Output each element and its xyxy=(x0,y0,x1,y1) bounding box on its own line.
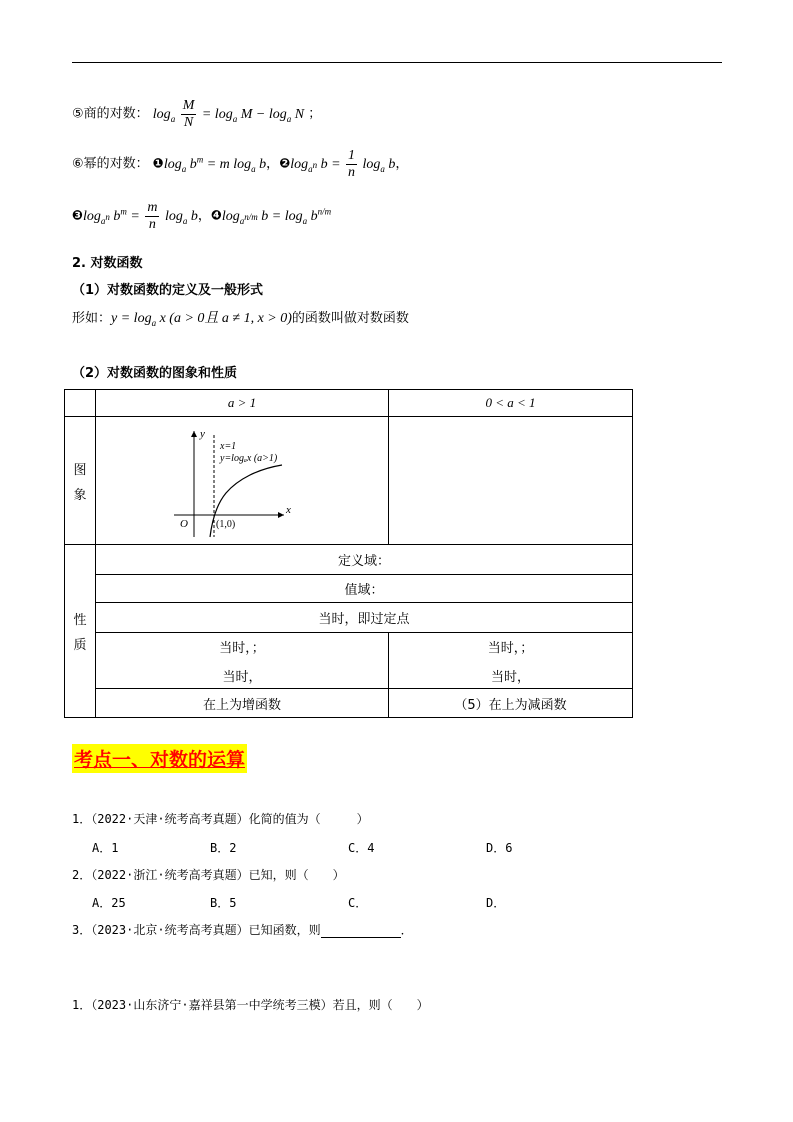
subsection-definition: （1）对数函数的定义及一般形式 xyxy=(72,283,264,298)
question-2: 2．（2022·浙江·统考高考真题）已知，则（ ） xyxy=(72,868,345,882)
definition-line xyxy=(72,307,409,328)
left-monotonic-cell: 在上为增函数 xyxy=(96,689,389,718)
item4-marker: ❹ xyxy=(210,208,222,224)
q1-option-c: C．4 xyxy=(348,841,375,855)
question-3-text: 3．（2023·北京·统考高考真题）已知函数，则 xyxy=(72,923,321,937)
q2-option-d: D． xyxy=(486,896,506,910)
fixed-point-cell: 当时，即过定点 xyxy=(96,603,633,633)
power-formula-3: $\log_{a^n} b^m$ = $\frac{m}{n}$ $\log_a b$ xyxy=(83,200,198,232)
right-cond-1: 当时，； xyxy=(487,640,534,656)
semicolon: ； xyxy=(308,106,322,122)
power-formula-1: $\log_a b^m = m$ $\log_a b$ xyxy=(163,154,267,174)
power-rule-line xyxy=(72,148,408,181)
corner-cell xyxy=(65,390,96,417)
left-cond-2: 当时， xyxy=(222,669,262,685)
section-title: 2. 对数函数 xyxy=(72,256,143,271)
origin-label: O xyxy=(180,518,188,530)
left-conditions-cell xyxy=(96,633,389,689)
definition-prefix: 形如： xyxy=(72,311,112,326)
range-cell: 值域： xyxy=(96,575,633,603)
q2-option-c: C． xyxy=(348,896,368,910)
point-label: (1,0) xyxy=(216,519,236,530)
right-monotonic-cell: （5）在上为减函数 xyxy=(389,689,633,718)
item1-marker: ❶ xyxy=(152,156,164,172)
q2-option-b: B．5 xyxy=(210,896,237,910)
graph-cell-a-between-0-1 xyxy=(389,417,633,545)
quotient-rule-line xyxy=(72,98,321,131)
question-3 xyxy=(72,921,413,938)
item3-marker: ❸ xyxy=(72,208,84,224)
exam-point-heading: 考点一、对数的运算 xyxy=(72,744,247,773)
header-a-between-0-1: 0 < a < 1 xyxy=(389,390,633,417)
x-axis-arrow xyxy=(278,512,284,518)
row-graph-label xyxy=(65,417,96,545)
practice-question-1: 1．（2023·山东济宁·嘉祥县第一中学统考三模）若且，则（ ） xyxy=(72,998,429,1012)
quotient-rule-label: ⑤商的对数： xyxy=(72,106,149,122)
quotient-rule-formula: $\log_a$ $\frac{M}{N}$ = $\log_a M - \log_a N$ xyxy=(152,98,305,130)
row-props-label xyxy=(65,545,96,718)
item2-marker: ❷ xyxy=(279,156,291,172)
curve-label: y=logₐx (a>1) xyxy=(220,453,278,464)
power-rule-line-2 xyxy=(72,200,331,233)
definition-formula: $y = \log_a x$ (a > 0且 a ≠ 1, x > 0) xyxy=(111,311,292,328)
row-graph-char-1: 图 xyxy=(73,462,87,478)
definition-suffix: 的函数叫做对数函数 xyxy=(291,311,409,326)
y-label: y xyxy=(200,428,205,440)
header-rule xyxy=(72,62,722,63)
x-label: x xyxy=(286,504,291,516)
domain-cell: 定义域： xyxy=(96,545,633,575)
answer-blank[interactable] xyxy=(321,925,401,938)
question-3-suffix: ． xyxy=(400,923,413,937)
log-graph xyxy=(166,421,306,539)
power-formula-2: $\log_{a^n} b$ = $\frac{1}{n}$ $\log_a b$ xyxy=(290,148,396,180)
q1-option-d: D．6 xyxy=(486,841,513,855)
q2-option-a: A．25 xyxy=(92,896,126,910)
row-graph-char-2: 象 xyxy=(73,487,87,503)
header-a-gt-1: a > 1 xyxy=(96,390,389,417)
power-formula-4: $\log_{a^{n/m}} b = \log_a b^{n/m}$ xyxy=(221,206,332,226)
q1-option-a: A．1 xyxy=(92,841,119,855)
comma: ， xyxy=(266,156,280,172)
subsection-graph-props: （2）对数函数的图象和性质 xyxy=(72,366,238,381)
row-props-char-1: 性 xyxy=(73,613,87,628)
right-conditions-cell xyxy=(389,633,633,689)
question-1: 1．（2022·天津·统考高考真题）化简的值为（ ） xyxy=(72,812,369,826)
left-cond-1: 当时，； xyxy=(219,640,265,656)
y-axis-arrow xyxy=(191,431,197,437)
comma: ， xyxy=(395,156,409,172)
row-props-char-2: 质 xyxy=(73,638,87,653)
comma: ， xyxy=(197,208,211,224)
power-rule-label: ⑥幂的对数： xyxy=(72,156,149,172)
line-label: x=1 xyxy=(220,441,237,452)
q1-option-b: B．2 xyxy=(210,841,237,855)
right-cond-2: 当时， xyxy=(490,669,530,685)
graph-cell-a-gt-1 xyxy=(96,417,389,545)
log-function-table xyxy=(64,389,633,718)
